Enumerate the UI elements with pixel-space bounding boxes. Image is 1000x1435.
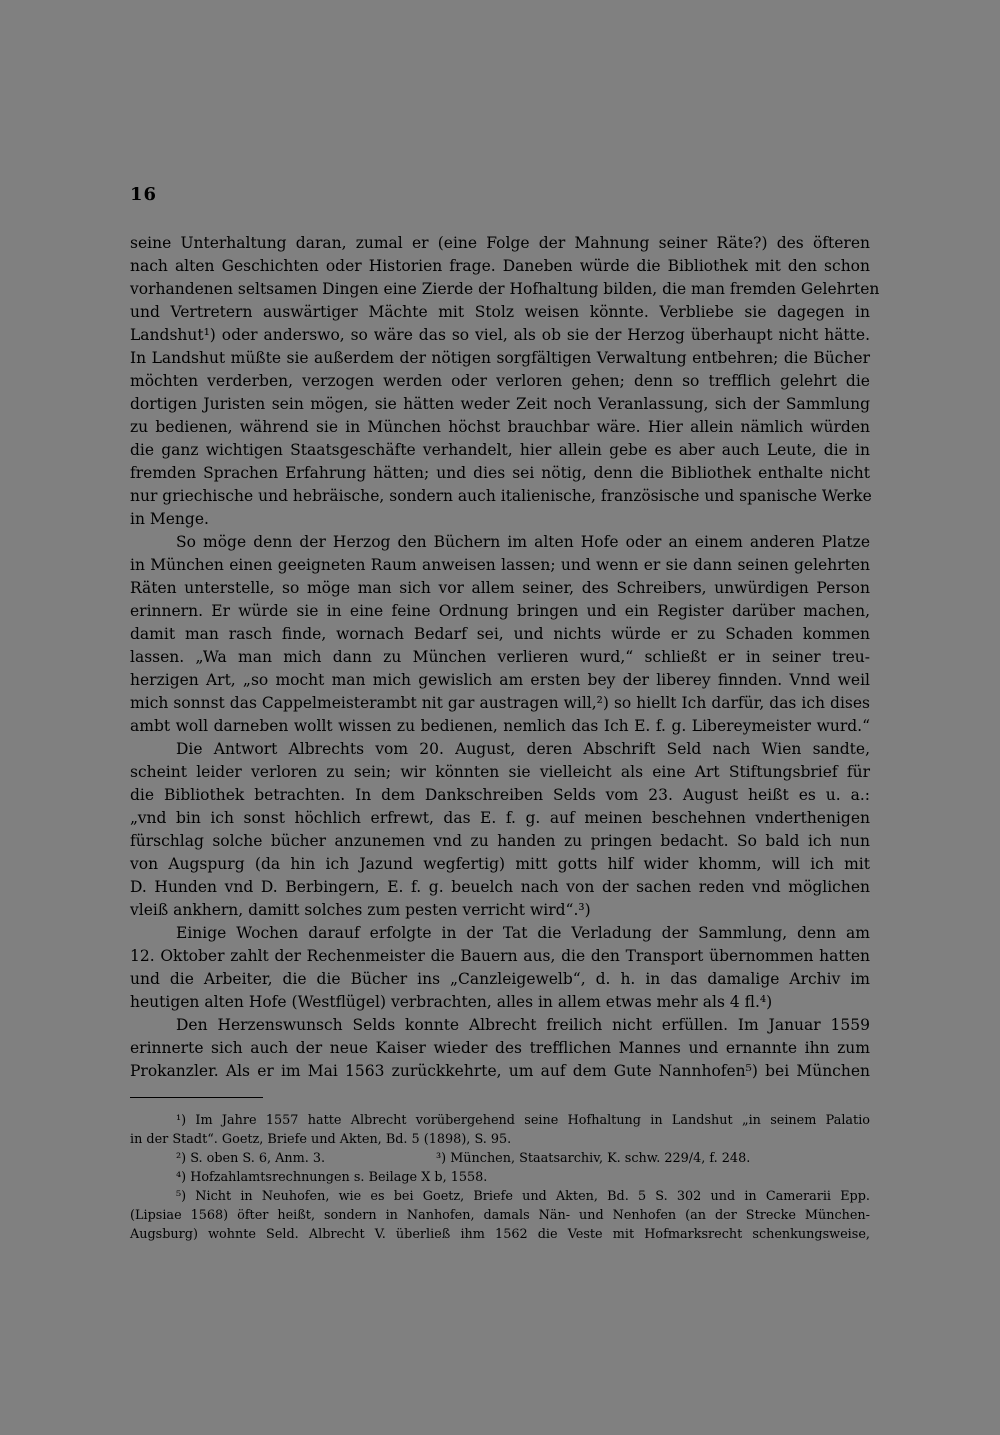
text-line: und die Arbeiter, die die Bücher ins „Canzleigewelb“, d. h. in das damalige Archiv im (130, 970, 870, 988)
text-line: 12. Oktober zahlt der Rechenmeister die Bauern aus, die den Transport übernommen hatten (130, 947, 870, 965)
text-line: Die Antwort Albrechts vom 20. August, deren Abschrift Seld nach Wien sandte, (176, 740, 870, 758)
text-line: herzigen Art, „so mocht man mich gewislich am ersten bey der liberey finnden. Vnnd weil (130, 671, 870, 689)
paragraph (130, 1014, 870, 1083)
text-line: nur griechische und hebräische, sondern auch italienische, französische und spanische Werke (130, 487, 872, 505)
text-line: vorhandenen seltsamen Dingen eine Zierde der Hofhaltung bilden, die man fremden Gelehrten (130, 280, 880, 298)
footnote-line: in der Stadt“. Goetz, Briefe und Akten, Bd. 5 (1898), S. 95. (130, 1132, 512, 1147)
text-line: heutigen alten Hofe (Westflügel) verbrachten, alles in allem etwas mehr als 4 fl.⁴) (130, 993, 773, 1011)
text-line: Den Herzenswunsch Selds konnte Albrecht freilich nicht erfüllen. Im Januar 1559 (176, 1016, 870, 1034)
text-line: in München einen geeigneten Raum anweisen lassen; und wenn er sie dann seinen gelehrten (130, 556, 870, 574)
footnote-line: (Lipsiae 1568) öfter heißt, sondern in Nanhofen, damals Nän- und Nenhofen (an der Strecke München- (130, 1208, 870, 1223)
paragraph (130, 922, 870, 1014)
footnote-line: ¹) Im Jahre 1557 hatte Albrecht vorübergehend seine Hofhaltung in Landshut „in seinem Palatio (176, 1113, 870, 1128)
footnote-2: ²) S. oben S. 6, Anm. 3. (176, 1151, 326, 1166)
text-line: dortigen Juristen sein mögen, sie hätten weder Zeit noch Veranlassung, sich der Sammlung (130, 395, 870, 413)
text-line: ambt woll darneben wollt wissen zu bedienen, nemlich das Ich E. f. g. Libereymeister wurd.“ (130, 717, 870, 735)
text-line: Landshut¹) oder anderswo, so wäre das so viel, als ob sie der Herzog überhaupt nicht hätte. (130, 326, 870, 344)
text-line: in Menge. (130, 510, 209, 528)
text-line: erinnerte sich auch der neue Kaiser wieder des trefflichen Mannes und ernannte ihn zum (130, 1039, 870, 1057)
text-line: erinnern. Er würde sie in eine feine Ordnung bringen und ein Register darüber machen, (130, 602, 870, 620)
paragraph (130, 232, 880, 531)
text-line: D. Hunden vnd D. Berbingern, E. f. g. beuelch nach von der sachen reden vnd möglichen (130, 878, 870, 896)
text-line: vleiß ankhern, damitt solches zum pesten verricht wird“.³) (130, 901, 591, 919)
paragraph (130, 738, 870, 922)
footnote-4: ⁴) Hofzahlamtsrechnungen s. Beilage X b, 1558. (176, 1170, 488, 1185)
text-line: möchten verderben, verzogen werden oder verloren gehen; denn so trefflich gelehrt die (130, 372, 870, 390)
page-number: 16 (130, 184, 158, 205)
text-line: So möge denn der Herzog den Büchern im alten Hofe oder an einem anderen Platze (176, 533, 870, 551)
text-line: und Vertretern auswärtiger Mächte mit Stolz weisen könnte. Verbliebe sie dagegen in (130, 303, 870, 321)
text-line: von Augspurg (da hin ich Jazund wegfertig) mitt gotts hilf wider khomm, will ich mit (130, 855, 870, 873)
footnotes (130, 1111, 870, 1244)
text-line: seine Unterhaltung daran, zumal er (eine Folge der Mahnung seiner Räte?) des öfteren (130, 234, 870, 252)
text-line: Einige Wochen darauf erfolgte in der Tat die Verladung der Sammlung, denn am (176, 924, 870, 942)
text-line: mich sonnst das Cappelmeisterambt nit gar austragen will,²) so hiellt Ich darfür, das ich dises (130, 694, 870, 712)
paragraph (130, 531, 870, 738)
footnote-line: ⁵) Nicht in Neuhofen, wie es bei Goetz, Briefe und Akten, Bd. 5 S. 302 und in Camerarii Epp. (176, 1189, 870, 1204)
body-text (130, 232, 880, 1083)
text-line: fremden Sprachen Erfahrung hätten; und dies sei nötig, denn die Bibliothek enthalte nicht (130, 464, 870, 482)
text-line: Räten unterstelle, so möge man sich vor allem seiner, des Schreibers, unwürdigen Person (130, 579, 870, 597)
text-line: damit man rasch finde, wornach Bedarf sei, und nichts würde er zu Schaden kommen (130, 625, 870, 643)
text-line: scheint leider verloren zu sein; wir könnten sie vielleicht als eine Art Stiftungsbrief für (130, 763, 870, 781)
text-line: die ganz wichtigen Staatsgeschäfte verhandelt, hier allein gebe es aber auch Leute, die in (130, 441, 870, 459)
text-line: In Landshut müßte sie außerdem der nötigen sorgfältigen Verwaltung entbehren; die Bücher (130, 349, 870, 367)
footnote-3: ³) München, Staatsarchiv, K. schw. 229/4, f. 248. (436, 1151, 751, 1166)
text-line: zu bedienen, während sie in München höchst brauchbar wäre. Hier allein nämlich würden (130, 418, 870, 436)
text-line: nach alten Geschichten oder Historien frage. Daneben würde die Bibliothek mit den schon (130, 257, 870, 275)
footnote-line (130, 1149, 870, 1168)
text-line: lassen. „Wa man mich dann zu München verlieren wurd,“ schließt er in seiner treu- (130, 648, 870, 666)
text-line: die Bibliothek betrachten. In dem Dankschreiben Selds vom 23. August heißt es u. a.: (130, 786, 870, 804)
text-line: fürschlag solche bücher anzunemen vnd zu handen zu pringen bedacht. So bald ich nun (130, 832, 870, 850)
text-line: „vnd bin ich sonst höchlich erfrewt, das E. f. g. auf meinen beschehnen vnderthenigen (130, 809, 870, 827)
text-line: Prokanzler. Als er im Mai 1563 zurückkehrte, um auf dem Gute Nannhofen⁵) bei München (130, 1062, 870, 1080)
footnote-divider (130, 1097, 263, 1098)
footnote-line: Augsburg) wohnte Seld. Albrecht V. überließ ihm 1562 die Veste mit Hofmarksrecht schenkungsweise, (130, 1227, 870, 1242)
